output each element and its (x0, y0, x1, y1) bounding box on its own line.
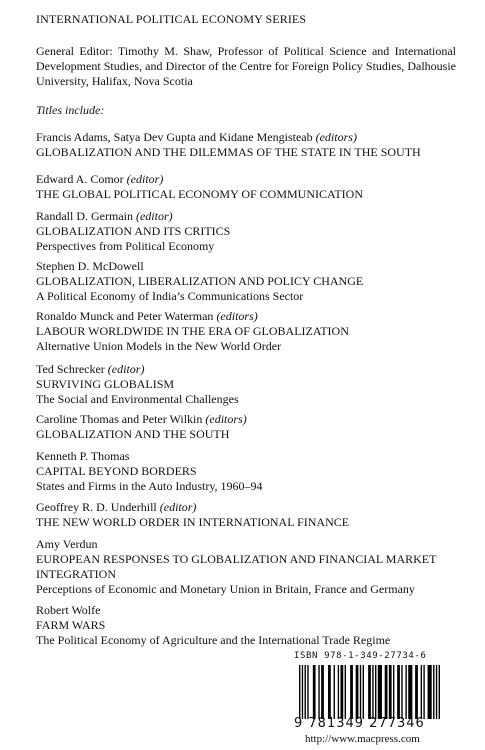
book-entry (36, 362, 466, 407)
titles-include-label: Titles include: (36, 103, 105, 117)
barcode-bar (360, 665, 361, 719)
barcode-bar (397, 665, 400, 719)
book-entry (36, 259, 466, 304)
entry-title: GLOBALIZATION AND ITS CRITICS (36, 224, 231, 238)
entry-authors: Kenneth P. Thomas (36, 449, 130, 463)
barcode-bar (321, 665, 324, 719)
barcode-bar (385, 665, 388, 719)
barcode-bar (350, 665, 353, 719)
book-entry (36, 449, 466, 494)
entry-title: GLOBALIZATION, LIBERALIZATION AND POLICY CHANGE (36, 274, 364, 288)
entry-title: EUROPEAN RESPONSES TO GLOBALIZATION AND FINANCIAL MARKET INTEGRATION (36, 552, 437, 581)
entry-authors: Ronaldo Munck and Peter Waterman (editors) (36, 309, 258, 323)
book-entry (36, 309, 466, 354)
book-entry (36, 130, 466, 160)
entry-role: (editor) (107, 362, 145, 376)
book-entry (36, 537, 466, 597)
barcode-bar (436, 665, 437, 719)
book-entry (36, 500, 466, 530)
entry-authors: Stephen D. McDowell (36, 259, 144, 273)
entry-role: (editors) (315, 130, 357, 144)
barcode-bar (405, 665, 406, 719)
entry-title: LABOUR WORLDWIDE IN THE ERA OF GLOBALIZATION (36, 324, 349, 338)
barcode-bar (328, 665, 331, 719)
barcode-bar (372, 665, 373, 719)
entry-authors: Amy Verdun (36, 537, 98, 551)
isbn-label: ISBN 978-1-349-27734-6 (294, 651, 427, 661)
entry-authors: Francis Adams, Satya Dev Gupta and Kidane Mengisteab (editors) (36, 130, 357, 144)
entry-authors: Edward A. Comor (editor) (36, 172, 164, 186)
entry-subtitle: Alternative Union Models in the New World Order (36, 339, 282, 353)
entry-subtitle: A Political Economy of India’s Communications Sector (36, 289, 304, 303)
entry-role: (editor) (135, 209, 173, 223)
barcode-bar (356, 665, 359, 719)
barcode-image (298, 665, 441, 719)
entry-role: (editors) (205, 412, 247, 426)
general-editor-note: General Editor: Timothy M. Shaw, Professor of Political Science and International Development Studies, and Director of the Centre for Foreign Policy Studies, Dalhousie University, Halifax, Nova Scotia (36, 44, 456, 88)
entry-role: (editor) (126, 172, 164, 186)
barcode-bar (305, 665, 306, 719)
entry-title: GLOBALIZATION AND THE DILEMMAS OF THE STATE IN THE SOUTH (36, 145, 421, 159)
barcode-bar (401, 665, 402, 719)
entry-authors: Caroline Thomas and Peter Wilkin (editors) (36, 412, 247, 426)
barcode-bar (389, 665, 392, 719)
entry-subtitle: The Social and Environmental Challenges (36, 392, 239, 406)
barcode-bar (408, 665, 412, 719)
barcode-digits: 9 781349 277346 (294, 716, 425, 731)
entry-subtitle: Perceptions of Economic and Monetary Union in Britain, France and Germany (36, 582, 415, 596)
entry-title: SURVIVING GLOBALISM (36, 377, 175, 391)
entry-subtitle: The Political Economy of Agriculture and the International Trade Regime (36, 633, 391, 647)
book-entry (36, 412, 466, 442)
entry-title: THE GLOBAL POLITICAL ECONOMY OF COMMUNICATION (36, 187, 363, 201)
barcode-bar (302, 665, 303, 719)
barcode-bar (363, 665, 364, 719)
barcode-bar (318, 665, 319, 719)
barcode-bar (375, 665, 376, 719)
barcode-bar (415, 665, 418, 719)
book-entry (36, 603, 466, 648)
entry-title: THE NEW WORLD ORDER IN INTERNATIONAL FINANCE (36, 515, 350, 529)
entry-role: (editor) (159, 500, 197, 514)
entry-authors: Randall D. Germain (editor) (36, 209, 173, 223)
entry-title: CAPITAL BEYOND BORDERS (36, 464, 197, 478)
entry-authors: Geoffrey R. D. Underhill (editor) (36, 500, 197, 514)
barcode-bar (340, 665, 343, 719)
barcode-bar (378, 665, 382, 719)
barcode-bar (439, 665, 440, 719)
publisher-url: http://www.macpress.com (305, 733, 420, 745)
entry-role: (editors) (216, 309, 258, 323)
book-entry (36, 209, 466, 254)
barcode-bar (421, 665, 422, 719)
barcode-bar (338, 665, 339, 719)
barcode-bar (393, 665, 394, 719)
barcode-bar (307, 665, 308, 719)
entry-authors: Ted Schrecker (editor) (36, 362, 145, 376)
entry-title: GLOBALIZATION AND THE SOUTH (36, 427, 230, 441)
entry-subtitle: States and Firms in the Auto Industry, 1960–94 (36, 479, 263, 493)
barcode-bar (313, 665, 316, 719)
book-entry (36, 172, 466, 202)
barcode-bar (433, 665, 434, 719)
entry-subtitle: Perspectives from Political Economy (36, 239, 215, 253)
entry-authors: Robert Wolfe (36, 603, 101, 617)
entry-title: FARM WARS (36, 618, 106, 632)
barcode-bar (368, 665, 371, 719)
barcode-bar (345, 665, 346, 719)
barcode-bar (334, 665, 335, 719)
barcode-bar (423, 665, 424, 719)
series-title: INTERNATIONAL POLITICAL ECONOMY SERIES (36, 12, 307, 26)
barcode-bar (428, 665, 432, 719)
barcode-bar (299, 665, 300, 719)
